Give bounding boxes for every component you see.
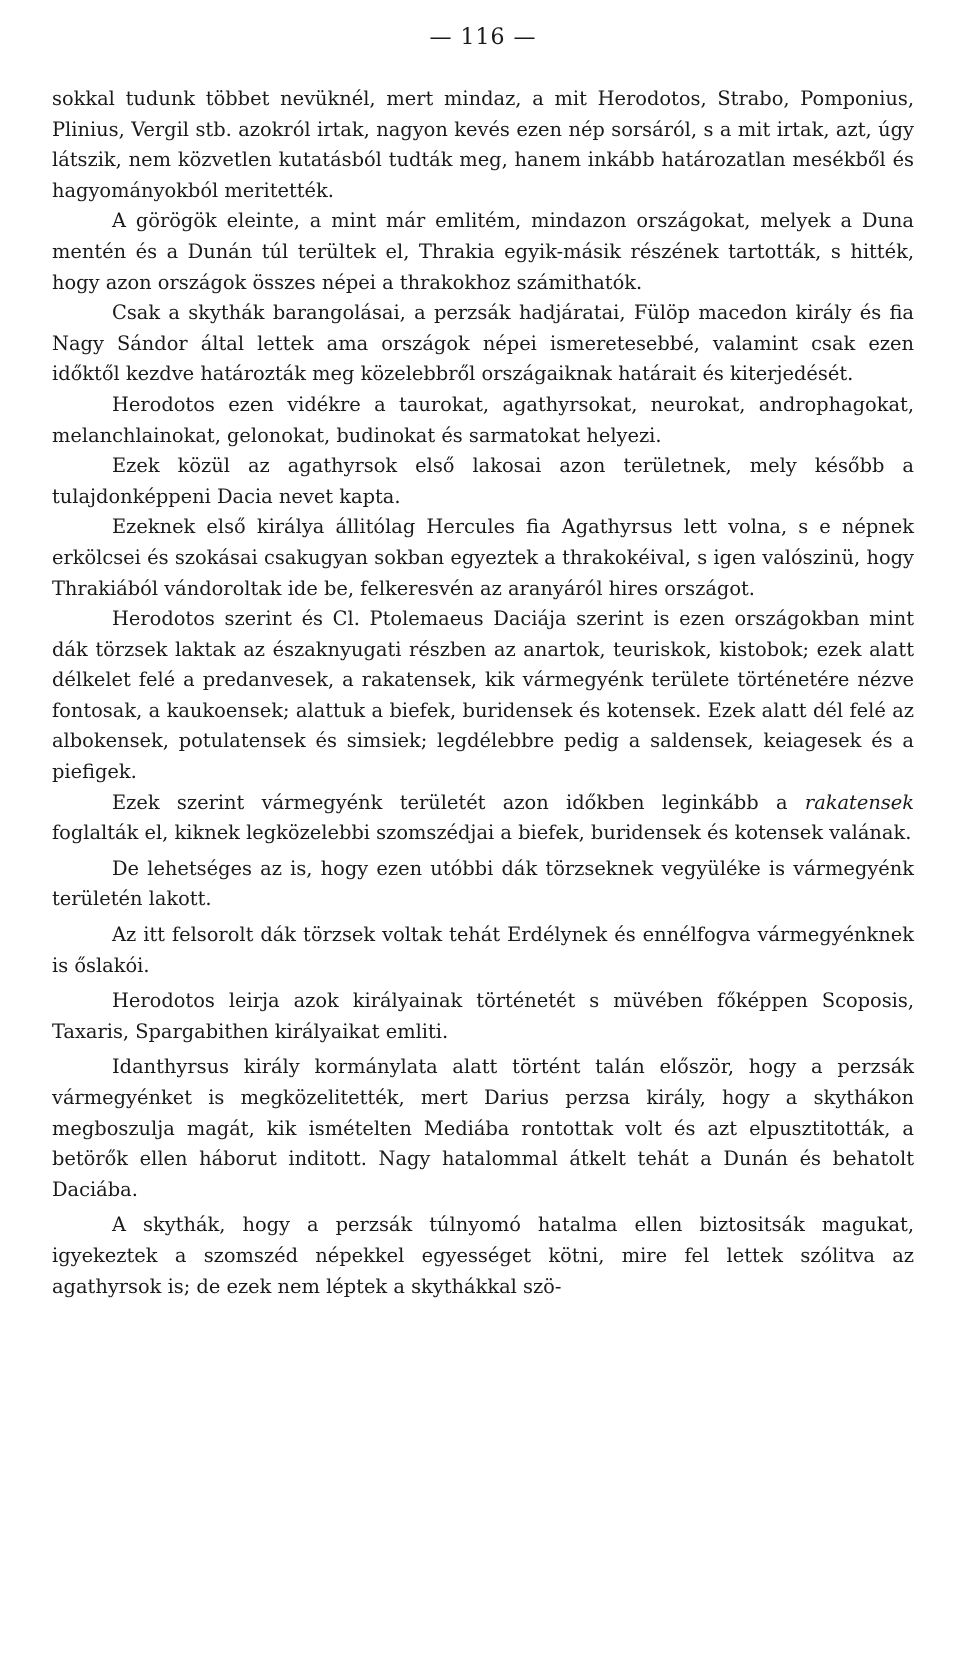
paragraph-13: A skythák, hogy a perzsák túlnyomó hatalma ellen biztositsák magukat, igyekeztek a szomszéd népekkel egyességet kötni, mire fel lettek szólitva az agathyrsok is; de ezek nem léptek a skythákkal szö- xyxy=(52,1213,914,1298)
paragraph-3: Csak a skythák barangolásai, a perzsák hadjáratai, Fülöp macedon király és fia Nagy Sándor által lettek ama országok népei ismeretesebbé, valamint csak ezen időktől kezdve határozták meg közelebbről országaiknak határait és kiterjedését. xyxy=(52,301,914,386)
page-body-text xyxy=(52,84,914,1302)
paragraph-8-lead: Ezek szerint vármegyénk területét azon időkben leginkább a xyxy=(112,790,805,814)
paragraph-1: sokkal tudunk többet nevüknél, mert mindaz, a mit Herodotos, Strabo, Pomponius, Plinius, Vergil stb. azokról irtak, nagyon kevés ezen nép sorsáról, s a mit irtak, azt, úgy látszik, nem közvetlen kutatásból tudták meg, hanem inkább határozatlan mesékből és hagyományokból meritették. xyxy=(52,87,914,202)
paragraph-4: Herodotos ezen vidékre a taurokat, agathyrsokat, neurokat, androphagokat, melanchlainokat, gelonokat, budinokat és sarmatokat helyezi. xyxy=(52,392,914,447)
paragraph-8-tail: foglalták el, kiknek legközelebbi szomszédjai a biefek, buridensek és kotensek valának. xyxy=(52,821,912,845)
paragraph-8 xyxy=(52,788,914,849)
paragraph-5: Ezek közül az agathyrsok első lakosai azon területnek, mely később a tulajdonképpeni Dacia nevet kapta. xyxy=(52,454,914,508)
book-page xyxy=(52,18,914,1302)
paragraph-11: Herodotos leirja azok királyainak történetét s müvében főképpen Scoposis, Taxaris, Spargabithen királyaikat emliti. xyxy=(52,989,914,1043)
page-number: — 116 — xyxy=(429,25,537,50)
paragraph-9: De lehetséges az is, hogy ezen utóbbi dák törzseknek vegyüléke is vármegyénk területén lakott. xyxy=(52,856,914,911)
paragraph-12: Idanthyrsus király kormánylata alatt történt talán először, hogy a perzsák vármegyénket is megközelitették, mert Darius perzsa király, hogy a skythákon megboszulja magát, kik ismételten Mediába rontottak volt és azt elpusztitották, a betörők ellen háborut inditott. Nagy hatalommal átkelt tehát a Dunán és behatolt Daciába. xyxy=(52,1055,914,1201)
paragraph-2: A görögök eleinte, a mint már emlitém, mindazon országokat, melyek a Duna mentén és a Dunán túl terültek el, Thrakia egyik-másik részének tartották, s hitték, hogy azon országok összes népei a thrakokhoz számithatók. xyxy=(52,209,914,294)
paragraph-10: Az itt felsorolt dák törzsek voltak tehát Erdélynek és ennélfogva vármegyénknek is őslakói. xyxy=(52,923,914,977)
paragraph-6: Ezeknek első királya állitólag Hercules fia Agathyrsus lett volna, s e népnek erkölcsei és szokásai csakugyan sokban egyeztek a thrakokéival, s igen valószinü, hogy Thrakiából vándoroltak ide be, felkeresvén az aranyáról hires országot. xyxy=(52,515,914,600)
paragraph-8-italic-term: rakatensek xyxy=(804,790,914,814)
paragraph-7: Herodotos szerint és Cl. Ptolemaeus Daciája szerint is ezen országokban mint dák törzsek laktak az északnyugati részben az anartok, teuriskok, kistobok; ezek alatt délkelet felé a predanvesek, a rakatensek, kik vármegyénk területe történetére nézve fontosak, a kaukoensek; alattuk a biefek, buridensek és kotensek. Ezek alatt dél felé az albokensek, potulatensek és simsiek; legdélebbre pedig a saldensek, keiagesek és a piefigek. xyxy=(52,607,914,784)
